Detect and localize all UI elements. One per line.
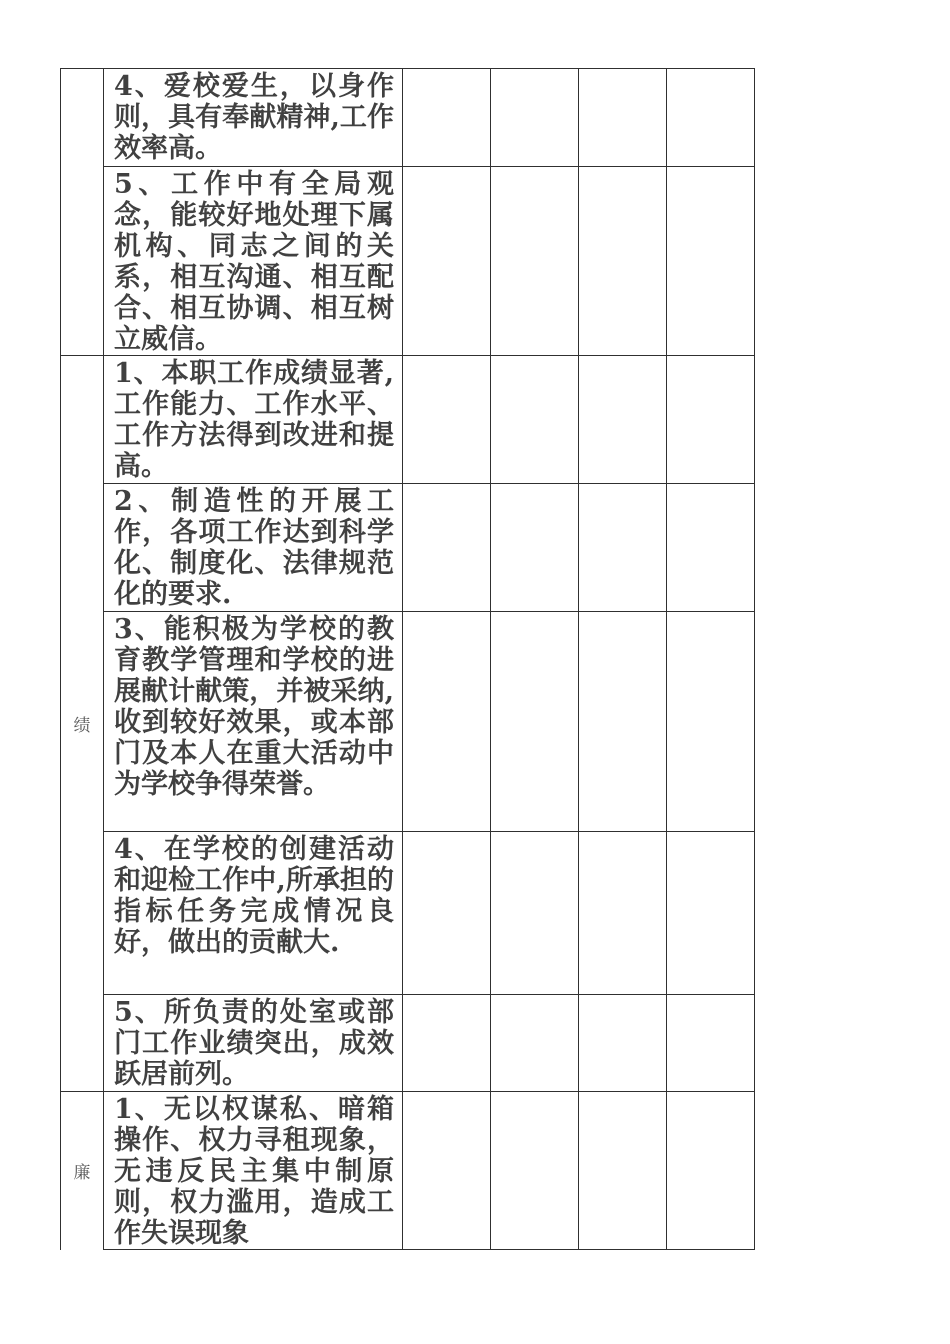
table-row <box>61 995 755 1092</box>
table-row <box>61 167 755 356</box>
score-cell[interactable] <box>491 1092 579 1250</box>
category-cell-continued <box>61 69 104 356</box>
score-cell[interactable] <box>403 484 491 612</box>
score-cell[interactable] <box>667 356 755 484</box>
score-cell[interactable] <box>579 167 667 356</box>
score-cell[interactable] <box>491 995 579 1092</box>
score-cell[interactable] <box>667 612 755 832</box>
score-cell[interactable] <box>667 484 755 612</box>
table-row <box>61 69 755 167</box>
criteria-cell: 1、本职工作成绩显著,工作能力、工作水平、工作方法得到改进和提高。 <box>104 356 403 484</box>
score-cell[interactable] <box>667 1092 755 1250</box>
table-row <box>61 832 755 995</box>
score-cell[interactable] <box>667 167 755 356</box>
table-row <box>61 612 755 832</box>
score-cell[interactable] <box>491 356 579 484</box>
score-cell[interactable] <box>667 832 755 995</box>
score-cell[interactable] <box>667 69 755 167</box>
criteria-cell: 1、无以权谋私、暗箱操作、权力寻租现象，无违反民主集中制原则，权力滥用，造成工作失误现象 <box>104 1092 403 1250</box>
score-cell[interactable] <box>403 995 491 1092</box>
score-cell[interactable] <box>579 69 667 167</box>
score-cell[interactable] <box>491 484 579 612</box>
score-cell[interactable] <box>579 995 667 1092</box>
category-label-lian: 廉 <box>61 1092 104 1250</box>
score-cell[interactable] <box>579 832 667 995</box>
score-cell[interactable] <box>491 69 579 167</box>
table-row <box>61 356 755 484</box>
table-row <box>61 484 755 612</box>
score-cell[interactable] <box>579 484 667 612</box>
score-cell[interactable] <box>403 612 491 832</box>
criteria-cell: 5、工作中有全局观念，能较好地处理下属机构、同志之间的关系，相互沟通、相互配合、相互协调、相互树立威信。 <box>104 167 403 356</box>
score-cell[interactable] <box>403 1092 491 1250</box>
score-cell[interactable] <box>491 612 579 832</box>
score-cell[interactable] <box>403 167 491 356</box>
criteria-cell: 3、能积极为学校的教育教学管理和学校的进展献计献策，并被采纳,收到较好效果，或本部门及本人在重大活动中为学校争得荣誉。 <box>104 612 403 832</box>
criteria-cell: 4、在学校的创建活动和迎检工作中,所承担的指标任务完成情况良好，做出的贡献大. <box>104 832 403 995</box>
score-cell[interactable] <box>579 612 667 832</box>
criteria-cell: 5、所负责的处室或部门工作业绩突出，成效跃居前列。 <box>104 995 403 1092</box>
criteria-cell: 2、制造性的开展工作，各项工作达到科学化、制度化、法律规范化的要求. <box>104 484 403 612</box>
score-cell[interactable] <box>579 1092 667 1250</box>
score-cell[interactable] <box>491 167 579 356</box>
score-cell[interactable] <box>403 832 491 995</box>
score-cell[interactable] <box>667 995 755 1092</box>
evaluation-table <box>60 68 755 1250</box>
score-cell[interactable] <box>491 832 579 995</box>
category-label-ji: 绩 <box>61 356 104 1092</box>
score-cell[interactable] <box>579 356 667 484</box>
score-cell[interactable] <box>403 69 491 167</box>
criteria-cell: 4、爱校爱生，以身作则，具有奉献精神,工作效率高。 <box>104 69 403 167</box>
score-cell[interactable] <box>403 356 491 484</box>
table-row <box>61 1092 755 1250</box>
